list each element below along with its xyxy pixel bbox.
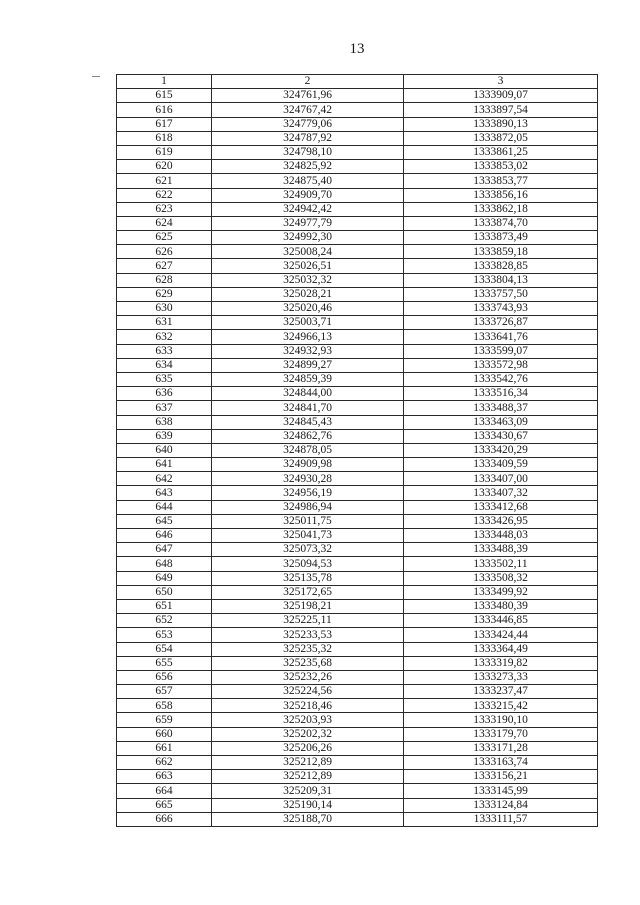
y-coordinate-cell: 1333757,50	[404, 287, 598, 301]
table-row	[117, 287, 598, 301]
point-number-cell: 657	[117, 685, 212, 699]
table-row	[117, 599, 598, 613]
point-number-cell: 651	[117, 599, 212, 613]
table-row	[117, 174, 598, 188]
x-coordinate-cell: 324859,39	[212, 372, 404, 386]
table-row	[117, 89, 598, 103]
x-coordinate-cell: 325235,32	[212, 642, 404, 656]
x-coordinate-cell: 324798,10	[212, 145, 404, 159]
y-coordinate-cell: 1333641,76	[404, 330, 598, 344]
point-number-cell: 638	[117, 415, 212, 429]
point-number-cell: 625	[117, 231, 212, 245]
table-row	[117, 216, 598, 230]
x-coordinate-cell: 325026,51	[212, 259, 404, 273]
y-coordinate-cell: 1333412,68	[404, 500, 598, 514]
y-coordinate-cell: 1333502,11	[404, 557, 598, 571]
point-number-cell: 631	[117, 316, 212, 330]
table-row	[117, 330, 598, 344]
table-row	[117, 245, 598, 259]
x-coordinate-cell: 324992,30	[212, 231, 404, 245]
x-coordinate-cell: 325135,78	[212, 571, 404, 585]
point-number-cell: 655	[117, 656, 212, 670]
x-coordinate-cell: 324930,28	[212, 472, 404, 486]
point-number-cell: 635	[117, 372, 212, 386]
x-coordinate-cell: 324787,92	[212, 131, 404, 145]
point-number-cell: 654	[117, 642, 212, 656]
x-coordinate-cell: 325232,26	[212, 670, 404, 684]
y-coordinate-cell: 1333237,47	[404, 685, 598, 699]
y-coordinate-cell: 1333599,07	[404, 344, 598, 358]
point-number-cell: 659	[117, 713, 212, 727]
x-coordinate-cell: 325094,53	[212, 557, 404, 571]
y-coordinate-cell: 1333163,74	[404, 756, 598, 770]
x-coordinate-cell: 324779,06	[212, 117, 404, 131]
point-number-cell: 633	[117, 344, 212, 358]
x-coordinate-cell: 324825,92	[212, 160, 404, 174]
table-row	[117, 585, 598, 599]
x-coordinate-cell: 325224,56	[212, 685, 404, 699]
y-coordinate-cell: 1333743,93	[404, 302, 598, 316]
x-coordinate-cell: 325235,68	[212, 656, 404, 670]
y-coordinate-cell: 1333488,39	[404, 543, 598, 557]
y-coordinate-cell: 1333872,05	[404, 131, 598, 145]
point-number-cell: 649	[117, 571, 212, 585]
x-coordinate-cell: 325202,32	[212, 727, 404, 741]
table-row	[117, 302, 598, 316]
x-coordinate-cell: 325032,32	[212, 273, 404, 287]
point-number-cell: 663	[117, 770, 212, 784]
y-coordinate-cell: 1333897,54	[404, 103, 598, 117]
y-coordinate-cell: 1333145,99	[404, 784, 598, 798]
point-number-cell: 658	[117, 699, 212, 713]
point-number-cell: 652	[117, 614, 212, 628]
y-coordinate-cell: 1333859,18	[404, 245, 598, 259]
x-coordinate-cell: 324845,43	[212, 415, 404, 429]
x-coordinate-cell: 324899,27	[212, 358, 404, 372]
y-coordinate-cell: 1333853,02	[404, 160, 598, 174]
table-row	[117, 358, 598, 372]
point-number-cell: 665	[117, 798, 212, 812]
y-coordinate-cell: 1333909,07	[404, 89, 598, 103]
y-coordinate-cell: 1333156,21	[404, 770, 598, 784]
table-row	[117, 415, 598, 429]
x-coordinate-cell: 325212,89	[212, 756, 404, 770]
table-row	[117, 770, 598, 784]
x-coordinate-cell: 325233,53	[212, 628, 404, 642]
x-coordinate-cell: 324767,42	[212, 103, 404, 117]
y-coordinate-cell: 1333179,70	[404, 727, 598, 741]
point-number-cell: 617	[117, 117, 212, 131]
x-coordinate-cell: 325209,31	[212, 784, 404, 798]
table-row	[117, 543, 598, 557]
table-row	[117, 699, 598, 713]
table-row	[117, 145, 598, 159]
y-coordinate-cell: 1333804,13	[404, 273, 598, 287]
y-coordinate-cell: 1333508,32	[404, 571, 598, 585]
point-number-cell: 656	[117, 670, 212, 684]
y-coordinate-cell: 1333516,34	[404, 387, 598, 401]
y-coordinate-cell: 1333124,84	[404, 798, 598, 812]
point-number-cell: 632	[117, 330, 212, 344]
x-coordinate-cell: 325198,21	[212, 599, 404, 613]
table-row	[117, 713, 598, 727]
table-row	[117, 628, 598, 642]
y-coordinate-cell: 1333319,82	[404, 656, 598, 670]
point-number-cell: 616	[117, 103, 212, 117]
x-coordinate-cell: 324841,70	[212, 401, 404, 415]
point-number-cell: 637	[117, 401, 212, 415]
point-number-cell: 629	[117, 287, 212, 301]
table-row	[117, 103, 598, 117]
table-row	[117, 656, 598, 670]
table-row	[117, 472, 598, 486]
table-row	[117, 486, 598, 500]
x-coordinate-cell: 324909,70	[212, 188, 404, 202]
point-number-cell: 636	[117, 387, 212, 401]
table-row	[117, 756, 598, 770]
point-number-cell: 661	[117, 741, 212, 755]
x-coordinate-cell: 324909,98	[212, 458, 404, 472]
table-row	[117, 231, 598, 245]
y-coordinate-cell: 1333364,49	[404, 642, 598, 656]
table-row	[117, 741, 598, 755]
point-number-cell: 647	[117, 543, 212, 557]
point-number-cell: 627	[117, 259, 212, 273]
y-coordinate-cell: 1333572,98	[404, 358, 598, 372]
table-row	[117, 344, 598, 358]
y-coordinate-cell: 1333862,18	[404, 202, 598, 216]
table-row	[117, 784, 598, 798]
x-coordinate-cell: 324966,13	[212, 330, 404, 344]
page-number: 13	[349, 41, 365, 57]
point-number-cell: 623	[117, 202, 212, 216]
x-coordinate-cell: 325020,46	[212, 302, 404, 316]
x-coordinate-cell: 324977,79	[212, 216, 404, 230]
point-number-cell: 660	[117, 727, 212, 741]
x-coordinate-cell: 325003,71	[212, 316, 404, 330]
table-row	[117, 798, 598, 812]
table-body	[117, 89, 598, 827]
y-coordinate-cell: 1333111,57	[404, 812, 598, 826]
table-row	[117, 117, 598, 131]
y-coordinate-cell: 1333190,10	[404, 713, 598, 727]
y-coordinate-cell: 1333828,85	[404, 259, 598, 273]
x-coordinate-cell: 324932,93	[212, 344, 404, 358]
x-coordinate-cell: 325206,26	[212, 741, 404, 755]
point-number-cell: 628	[117, 273, 212, 287]
table-header-row	[117, 75, 598, 89]
y-coordinate-cell: 1333463,09	[404, 415, 598, 429]
x-coordinate-cell: 324844,00	[212, 387, 404, 401]
x-coordinate-cell: 325218,46	[212, 699, 404, 713]
y-coordinate-cell: 1333726,87	[404, 316, 598, 330]
column-header-3: 3	[404, 75, 598, 89]
x-coordinate-cell: 324862,76	[212, 429, 404, 443]
table-row	[117, 387, 598, 401]
margin-mark	[92, 76, 100, 77]
x-coordinate-cell: 325225,11	[212, 614, 404, 628]
table-row	[117, 160, 598, 174]
y-coordinate-cell: 1333424,44	[404, 628, 598, 642]
x-coordinate-cell: 325011,75	[212, 514, 404, 528]
column-header-1: 1	[117, 75, 212, 89]
y-coordinate-cell: 1333407,00	[404, 472, 598, 486]
y-coordinate-cell: 1333890,13	[404, 117, 598, 131]
table-row	[117, 131, 598, 145]
point-number-cell: 630	[117, 302, 212, 316]
point-number-cell: 650	[117, 585, 212, 599]
x-coordinate-cell: 324878,05	[212, 443, 404, 457]
table-row	[117, 372, 598, 386]
table-row	[117, 571, 598, 585]
table-row	[117, 500, 598, 514]
x-coordinate-cell: 324875,40	[212, 174, 404, 188]
y-coordinate-cell: 1333873,49	[404, 231, 598, 245]
table-row	[117, 514, 598, 528]
y-coordinate-cell: 1333542,76	[404, 372, 598, 386]
point-number-cell: 634	[117, 358, 212, 372]
y-coordinate-cell: 1333480,39	[404, 599, 598, 613]
table-row	[117, 557, 598, 571]
point-number-cell: 615	[117, 89, 212, 103]
point-number-cell: 640	[117, 443, 212, 457]
point-number-cell: 664	[117, 784, 212, 798]
point-number-cell: 645	[117, 514, 212, 528]
coordinates-table	[116, 74, 598, 827]
point-number-cell: 618	[117, 131, 212, 145]
x-coordinate-cell: 325212,89	[212, 770, 404, 784]
point-number-cell: 639	[117, 429, 212, 443]
table-row	[117, 259, 598, 273]
y-coordinate-cell: 1333853,77	[404, 174, 598, 188]
x-coordinate-cell: 325073,32	[212, 543, 404, 557]
y-coordinate-cell: 1333426,95	[404, 514, 598, 528]
table-row	[117, 727, 598, 741]
x-coordinate-cell: 325203,93	[212, 713, 404, 727]
table-row	[117, 685, 598, 699]
point-number-cell: 621	[117, 174, 212, 188]
x-coordinate-cell: 325028,21	[212, 287, 404, 301]
table-row	[117, 273, 598, 287]
table-row	[117, 202, 598, 216]
y-coordinate-cell: 1333874,70	[404, 216, 598, 230]
table-row	[117, 401, 598, 415]
table-row	[117, 812, 598, 826]
point-number-cell: 626	[117, 245, 212, 259]
y-coordinate-cell: 1333407,32	[404, 486, 598, 500]
y-coordinate-cell: 1333409,59	[404, 458, 598, 472]
table-row	[117, 316, 598, 330]
point-number-cell: 648	[117, 557, 212, 571]
point-number-cell: 619	[117, 145, 212, 159]
x-coordinate-cell: 325041,73	[212, 529, 404, 543]
x-coordinate-cell: 325008,24	[212, 245, 404, 259]
y-coordinate-cell: 1333215,42	[404, 699, 598, 713]
table-row	[117, 529, 598, 543]
point-number-cell: 624	[117, 216, 212, 230]
y-coordinate-cell: 1333861,25	[404, 145, 598, 159]
point-number-cell: 653	[117, 628, 212, 642]
x-coordinate-cell: 325172,65	[212, 585, 404, 599]
table-row	[117, 443, 598, 457]
point-number-cell: 662	[117, 756, 212, 770]
x-coordinate-cell: 324761,96	[212, 89, 404, 103]
table-row	[117, 188, 598, 202]
x-coordinate-cell: 325188,70	[212, 812, 404, 826]
y-coordinate-cell: 1333856,16	[404, 188, 598, 202]
point-number-cell: 646	[117, 529, 212, 543]
x-coordinate-cell: 324942,42	[212, 202, 404, 216]
y-coordinate-cell: 1333499,92	[404, 585, 598, 599]
y-coordinate-cell: 1333446,85	[404, 614, 598, 628]
column-header-2: 2	[212, 75, 404, 89]
x-coordinate-cell: 325190,14	[212, 798, 404, 812]
y-coordinate-cell: 1333420,29	[404, 443, 598, 457]
point-number-cell: 641	[117, 458, 212, 472]
point-number-cell: 666	[117, 812, 212, 826]
table-row	[117, 642, 598, 656]
point-number-cell: 620	[117, 160, 212, 174]
table-row	[117, 670, 598, 684]
table-row	[117, 614, 598, 628]
y-coordinate-cell: 1333488,37	[404, 401, 598, 415]
x-coordinate-cell: 324956,19	[212, 486, 404, 500]
y-coordinate-cell: 1333171,28	[404, 741, 598, 755]
point-number-cell: 643	[117, 486, 212, 500]
point-number-cell: 644	[117, 500, 212, 514]
table-row	[117, 458, 598, 472]
y-coordinate-cell: 1333273,33	[404, 670, 598, 684]
table-row	[117, 429, 598, 443]
y-coordinate-cell: 1333448,03	[404, 529, 598, 543]
point-number-cell: 642	[117, 472, 212, 486]
y-coordinate-cell: 1333430,67	[404, 429, 598, 443]
point-number-cell: 622	[117, 188, 212, 202]
x-coordinate-cell: 324986,94	[212, 500, 404, 514]
